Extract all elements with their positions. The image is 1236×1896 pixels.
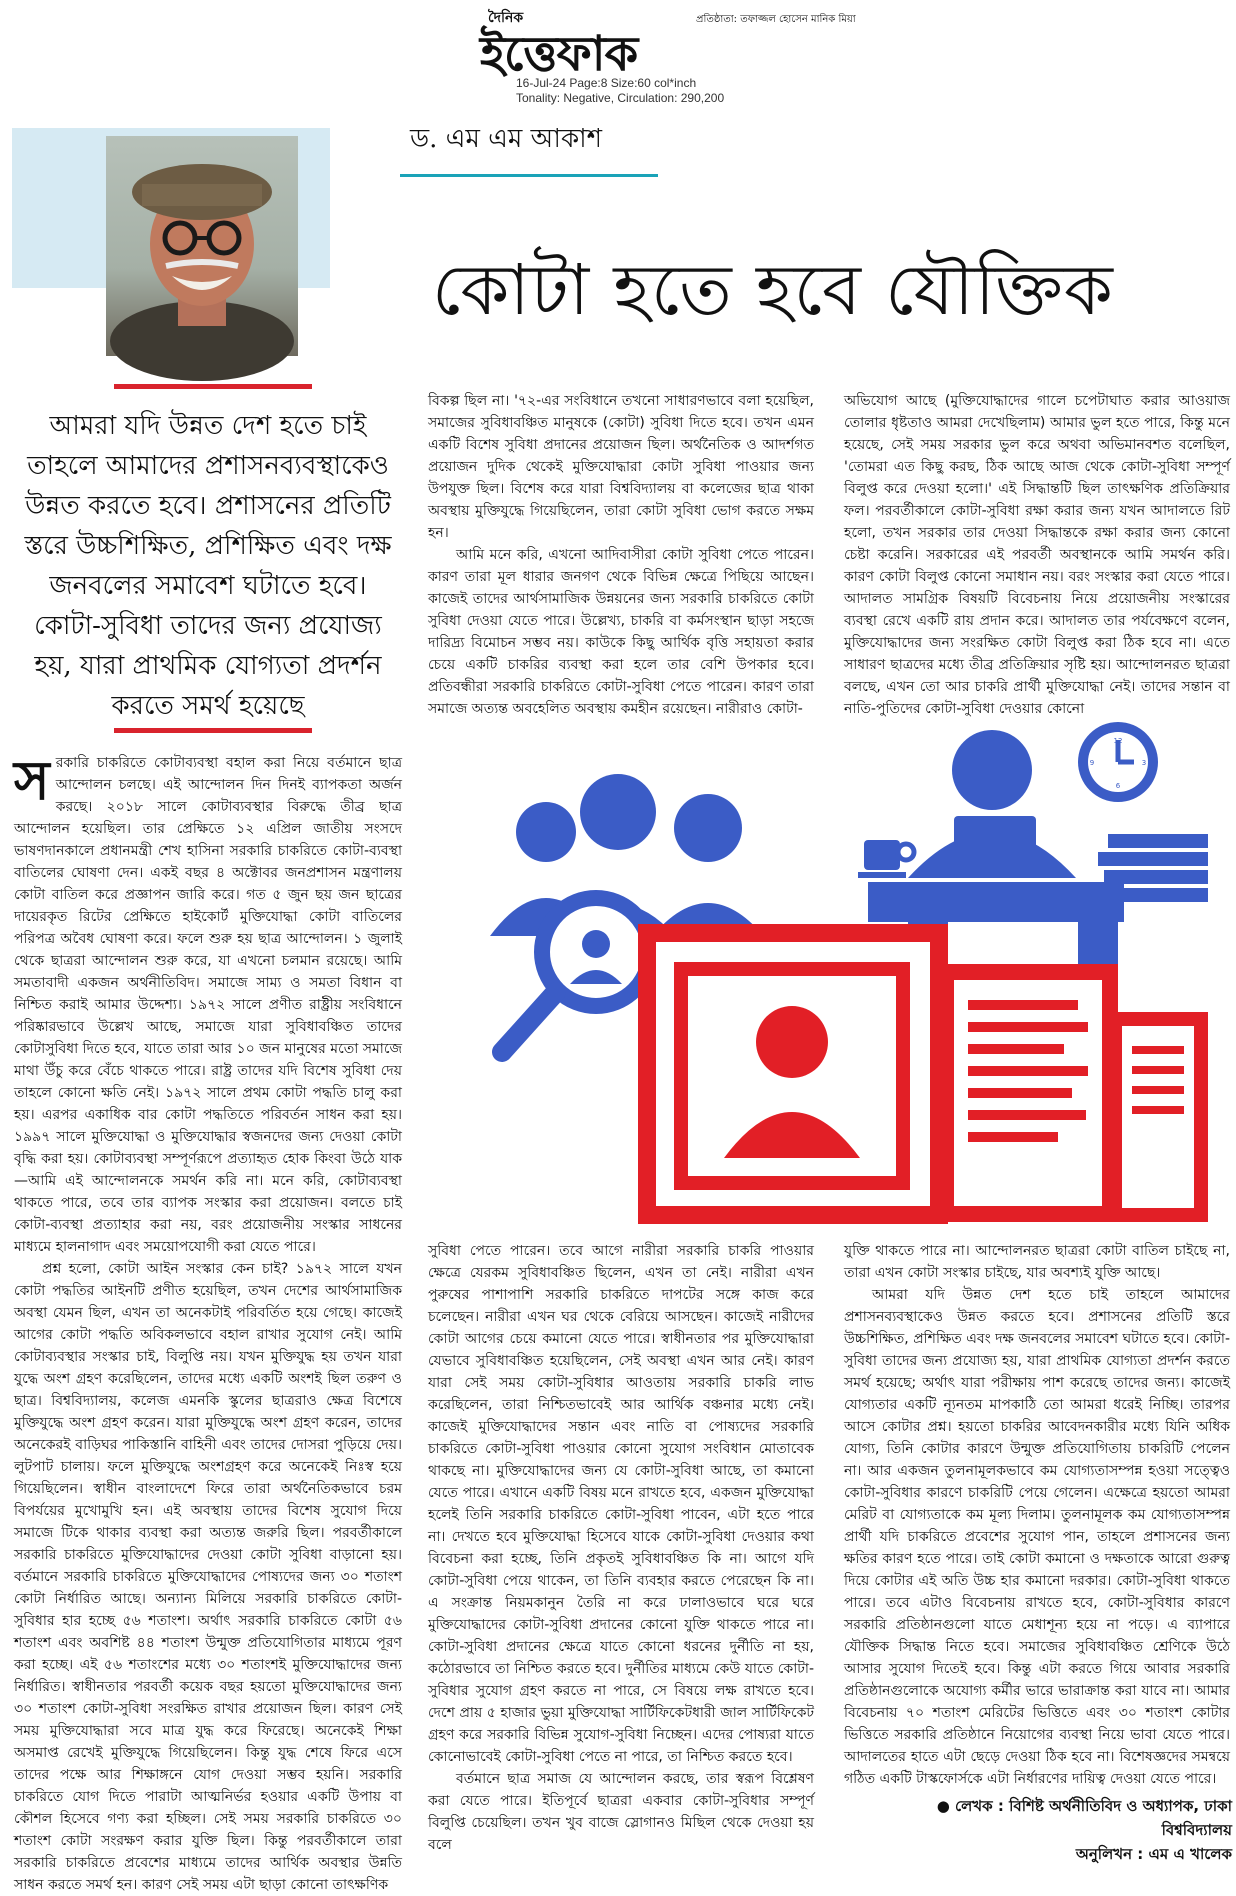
masthead — [470, 4, 856, 108]
middle-column-top-p2: আমি মনে করি, এখনো আদিবাসীরা কোটা সুবিধা পেতে পারেন। কারণ তারা মূল ধারার জনগণ থেকে বিভিন্ন ক্ষেত্রে পিছিয়ে আছেন। কাজেই তাদের আর্থসামাজিক উন্নয়নের জন্য সরকারি চাকরিতে কোটা সুবিধা দেওয়া যেতে পারে। উল্লেখ্য, চাকরি বা কর্মসংস্থান ছাড়া সহজে দারিদ্র্য বিমোচন সম্ভব নয়। কাউকে কিছু আর্থিক বৃত্তি সহায়তা করার চেয়ে একটি চাকরির ব্যবস্থা করা হলে তার বেশি উপকার হবে। প্রতিবন্ধীরা সরকারি চাকরিতে কোটা-সুবিধা পেতে পারেন। কারণ তারা সমাজে অত্যন্ত অবহেলিত অবস্থায় কমহীন রয়েছেন। নারীরাও কোটা- — [428, 547, 814, 717]
middle-column-top-p1: বিকল্প ছিল না। '৭২-এর সংবিধানে তখনো সাধারণভাবে বলা হয়েছিল, সমাজের সুবিধাবঞ্চিত মানুষকে (কোটা) সুবিধা দিতে হবে। তখন এমন একটি বিশেষ সুবিধা প্রদানের প্রয়োজন ছিল। অর্থনৈতিক ও আদর্শগত প্রয়োজন দুদিক থেকেই মুক্তিযোদ্ধারা কোটা সুবিধা পাওয়ার জন্য উপযুক্ত ছিল। বিশেষ করে যারা বিশ্ববিদ্যালয় বা কলেজের ছাত্র থাকা অবস্থায় মুক্তিযুদ্ধে গিয়েছিলেন, তারা কোটা সুবিধা ভোগ করতে সক্ষম হন। — [428, 393, 814, 541]
masthead-tagline: প্রতিষ্ঠাতা: তফাজ্জল হোসেন মানিক মিয়া — [696, 14, 856, 25]
portrait-illustration — [106, 136, 298, 356]
author-name: ড. এম এম আকাশ — [410, 124, 603, 154]
masthead-prefix: দৈনিক — [488, 10, 524, 26]
middle-column-bottom-p1: সুবিধা পেতে পারেন। তবে আগে নারীরা সরকারি চাকরি পাওয়ার ক্ষেত্রে যেরকম সুবিধাবঞ্চিত ছিলেন, এখন তা নেই। নারীরা এখন পুরুষের পাশাপাশি সরকারি চাকরিতে দাপটের সঙ্গে কাজ করে চলেছেন। নারীরা এখন ঘর থেকে বেরিয়ে আসছেন। কাজেই নারীদের কোটা আগের চেয়ে কমানো যেতে পারে। স্বাধীনতার পর মুক্তিযোদ্ধারা যেভাবে সুবিধাবঞ্চিত হয়েছিলেন, সেই অবস্থা এখন আর নেই। কারণ যারা সেই সময় কোটা-সুবিধার আওতায় সরকারি চাকরি লাভ করেছিলেন, তারা নিশ্চিতভাবেই আর আর্থিক বঞ্চনার মধ্যে নেই। কাজেই মুক্তিযোদ্ধাদের সন্তান এবং নাতি বা পোষ্যদের সরকারি চাকরিতে কোটা-সুবিধা পাওয়ার কোনো সুযোগ সংবিধান মোতাবেক থাকছে না। মুক্তিযোদ্ধাদের জন্য যে কোটা-সুবিধা আছে, তা কমানো যেতে পারে। এখানে একটি বিষয় মনে রাখতে হবে, একজন মুক্তিযোদ্ধা হলেই তিনি সরকারি চাকরিতে কোটা-সুবিধা পাবেন, এটা হতে পারে না। দেখতে হবে মুক্তিযোদ্ধা হিসেবে যাকে কোটা-সুবিধা দেওয়ার কথা বিবেচনা করা হচ্ছে, তিনি প্রকৃতই সুবিধাবঞ্চিত কি না। আগে যদি কোটা-সুবিধা পেয়ে থাকেন, তা তিনি ব্যবহার করতে পেরেছেন কি না। এ সংক্রান্ত নিয়মকানুন তৈরি না করে ঢালাওভাবে ঘরে ঘরে মুক্তিযোদ্ধাদের কোটা-সুবিধা প্রদানের কোনো যুক্তি থাকতে পারে না। কোটা-সুবিধা প্রদানের ক্ষেত্রে যাতে কোনো ধরনের দুর্নীতি না হয়, কঠোরভাবে তা নিশ্চিত করতে হবে। দুর্নীতির মাধ্যমে কেউ যাতে কোটা-সুবিধার সুযোগ গ্রহণ করতে না পারে, সে বিষয়ে লক্ষ রাখতে হবে। দেশে প্রায় ৫ হাজার ভুয়া মুক্তিযোদ্ধা সার্টিফিকেটধারী জাল সার্টিফিকেট গ্রহণ করে সরকারি বিভিন্ন সুযোগ-সুবিধা নিচ্ছেন। এদের পোষ্যরা যাতে কোনোভাবেই কোটা-সুবিধা পেতে না পারে, তা নিশ্চিত করতে হবে। — [428, 1243, 814, 1765]
clock-numeral-12: 12 — [1113, 737, 1123, 745]
clock-numeral-3: 3 — [1141, 759, 1147, 767]
pull-quote-bottom-rule — [114, 728, 312, 733]
left-column-p1 — [14, 748, 402, 1258]
coffee-cup-icon — [858, 840, 914, 878]
folder-stack-icon — [1094, 834, 1208, 902]
writer-credit: ● লেখক : বিশিষ্ট অর্থনীতিবিদ ও অধ্যাপক, ঢাকা বিশ্ববিদ্যালয় — [936, 1797, 1232, 1839]
clip-meta-line1: 16-Jul-24 Page:8 Size:60 col*inch — [516, 76, 697, 90]
masthead-logo: ইত্তেফাক — [480, 26, 638, 82]
left-column — [14, 748, 402, 1893]
clock-numeral-6: 6 — [1115, 782, 1121, 790]
office-illustration — [468, 722, 1236, 1234]
right-column-bottom — [844, 1240, 1230, 1790]
pull-quote-top-rule — [114, 384, 312, 389]
right-column-bottom-p1: যুক্তি থাকতে পারে না। আন্দোলনরত ছাত্ররা কোটা বাতিল চাইছে না, তারা এখন কোটা সংস্কার চাইছে, যার অবশ্যই যুক্তি আছে। — [844, 1243, 1230, 1281]
author-photo — [106, 136, 298, 356]
credits — [876, 1794, 1232, 1866]
left-column-p2: প্রশ্ন হলো, কোটা আইন সংস্কার কেন চাই? ১৯৭২ সালে যখন কোটা পদ্ধতির আইনটি প্রণীত হয়েছিল, তখন দেশের আর্থসামাজিক অবস্থা যেমন ছিল, এখন তা অনেকটাই পরিবর্তিত হয়ে গেছে। কাজেই আগের কোটা পদ্ধতি অবিকলভাবে বহাল রাখার সুযোগ নেই। আমি কোটাব্যবস্থার সংস্কার চাই, বিলুপ্তি নয়। যখন মুক্তিযুদ্ধ হয় তখন যারা যুদ্ধে অংশ গ্রহণ করেছিলেন, তাদের মধ্যে একটি অংশই ছিল তরুণ ও ছাত্র। বিশ্ববিদ্যালয়, কলেজ এমনকি স্কুলের ছাত্ররাও ক্ষেত্র বিশেষে মুক্তিযুদ্ধে অংশ গ্রহণ করেন। যারা মুক্তিযুদ্ধে অংশ গ্রহণ করেন, তাদের অনেকেরই বাড়িঘর পাকিস্তানি বাহিনী এবং তাদের দোসরা পুড়িয়ে দেয়। লুটপাট চালায়। ফলে মুক্তিযুদ্ধে অংশগ্রহণ করে অনেকেই নিঃস্ব হয়ে গিয়েছিলেন। স্বাধীন বাংলাদেশে ফিরে তারা অর্থনৈতিকভাবে চরম বিপর্যয়ের মুখোমুখি হন। এই অবস্থায় তাদের বিশেষ সুযোগ দিয়ে সমাজে টিকে থাকার ব্যবস্থা করা অত্যন্ত জরুরি ছিল। পরবর্তীকালে সরকারি চাকরিতে মুক্তিযোদ্ধাদের দেওয়া কোটা সুবিধা বাড়ানো হয়। বর্তমানে সরকারি চাকরিতে মুক্তিযোদ্ধাদের পোষ্যদের জন্য ৩০ শতাংশ কোটা নির্ধারিত আছে। অন্যান্য মিলিয়ে সরকারি চাকরিতে কোটা-সুবিধার হার হচ্ছে ৫৬ শতাংশ। অর্থাৎ সরকারি চাকরিতে কোটা ৫৬ শতাংশ এবং অবশিষ্ট ৪৪ শতাংশ উন্মুক্ত প্রতিযোগিতার মাধ্যমে পূরণ করা হচ্ছে। এই ৫৬ শতাংশের মধ্যে ৩০ শতাংশই মুক্তিযোদ্ধাদের জন্য নির্ধারিত। স্বাধীনতার পরবর্তী কয়েক বছর হয়তো মুক্তিযোদ্ধাদের জন্য ৩০ শতাংশ কোটা-সুবিধা সংরক্ষিত রাখার প্রয়োজন ছিল। কারণ সেই সময় মুক্তিযোদ্ধারা সবে মাত্র যুদ্ধ করে ফিরেছে। অনেকেই শিক্ষা অসমাপ্ত রেখেই মুক্তিযুদ্ধে গিয়েছিলেন। কিন্তু যুদ্ধ শেষে ফিরে এসে তাদের পক্ষে আর শিক্ষাঙ্গনে যোগ দেওয়া সম্ভব হয়নি। সরকারি চাকরিতে যোগ দিতে পারাটা আত্মনির্ভর হওয়ার একটি উপায় বা কৌশল হিসেবে গণ্য করা হচ্ছিল। সেই সময় সরকারি চাকরিতে ৩০ শতাংশ কোটা সংরক্ষণ করার যুক্তি ছিল। কিন্তু পরবর্তীকালে তারা সরকারি চাকরিতে প্রবেশের মাধ্যমে তাদের আর্থিক অবস্থার উন্নতি সাধন করতে সমর্থ হন। কারণ সেই সময় এটা ছাড়া কোনো তাৎক্ষণিক — [14, 1261, 402, 1893]
documents-icon — [638, 924, 1208, 1224]
right-column-top — [844, 390, 1230, 717]
left-column-p1-text: রকারি চাকরিতে কোটাব্যবস্থা বহাল করা নিয়ে বর্তমানে ছাত্র আন্দোলন চলছে। এই আন্দোলন দিন দিনই ব্যাপকতা অর্জন করছে। ২০১৮ সালে কোটাব্যবস্থার বিরুদ্ধে তীব্র ছাত্র আন্দোলন হয়েছিল। তার প্রেক্ষিতে ১২ এপ্রিল জাতীয় সংসদে ভাষণদানকালে প্রধানমন্ত্রী শেখ হাসিনা সরকারি চাকরিতে কোটা-ব্যবস্থা বাতিলের ঘোষণা দেন। একই বছর ৪ অক্টোবর জনপ্রশাসন মন্ত্রণালয় কোটা বাতিল করে প্রজ্ঞাপন জারি করে। গত ৫ জুন ছয় জন ছাত্রের দায়েরকৃত রিটের প্রেক্ষিতে হাইকোর্ট মুক্তিযোদ্ধা কোটা বাতিলের পরিপত্র অবৈধ ঘোষণা করে। ফলে শুরু হয় ছাত্র আন্দোলন। ১ জুলাই থেকে ছাত্ররা আন্দোলন শুরু করে, যা এখনো চলমান রয়েছে। আমি সমতাবাদী একজন অর্থনীতিবিদ। সমাজে সাম্য ও সমতা বিধান বা নিশ্চিত করাই আমার উদ্দেশ্য। ১৯৭২ সালে প্রণীত রাষ্ট্রীয় সংবিধানে পরিষ্কারভাবে উল্লেখ আছে, সমাজে যারা সুবিধাবঞ্চিত তাদের কোটাসুবিধা দিতে হবে, যাতে তারা আর ১০ জন মানুষের মতো সমাজে মাথা উঁচু করে বেঁচে থাকতে পারে। রাষ্ট্র তাদের যদি বিশেষ সুবিধা দেয় তাহলে কোনো ক্ষতি নেই। ১৯৭২ সালে প্রথম কোটা পদ্ধতি চালু করা হয়। এরপর একাধিক বার কোটা পদ্ধতিতে পরিবর্তন সাধন করা হয়। ১৯৯৭ সালে মুক্তিযোদ্ধা ও মুক্তিযোদ্ধার স্বজনদের জন্য দেওয়া কোটা বৃদ্ধি করা হয়। কোটাব্যবস্থা সম্পূর্ণরূপে প্রত্যাহৃত হোক কিংবা উঠে যাক—আমি এই আন্দোলনকে সমর্থন করি না। মনে করি, কোটাব্যবস্থা থাকতে পারে, তবে তার ব্যাপক সংস্কার করা প্রয়োজন। বলতে চাই কোটা-ব্যবস্থা প্রত্যাহার করা নয়, বরং প্রয়োজনীয় সংস্কার সাধনের মাধ্যমে হালনাগাদ এবং সময়োপযোগী করা যেতে পারে। — [14, 755, 402, 1255]
clock-numeral-9: 9 — [1089, 759, 1095, 767]
clip-meta — [516, 76, 724, 106]
right-column-bottom-p2: আমরা যদি উন্নত দেশ হতে চাই তাহলে আমাদের প্রশাসনব্যবস্থাকেও উন্নত করতে হবে। প্রশাসনের প্রতিটি স্তরে উচ্চশিক্ষিত, প্রশিক্ষিত এবং দক্ষ জনবলের সমাবেশ ঘটাতে হবে। কোটা-সুবিধা তাদের জন্য প্রযোজ্য হয়, যারা প্রাথমিক যোগ্যতা প্রদর্শন করতে সমর্থ হয়েছে; অর্থাৎ যারা পরীক্ষায় পাশ করেছে তাদের জন্য। কাজেই যোগ্যতার একটি ন্যূনতম মাপকাঠি তো আমরা ধরেই নিচ্ছি। তারপর আসে কোটার প্রশ্ন। হয়তো চাকরির আবেদনকারীর মধ্যে যিনি অধিক যোগ্য, তিনি কোটার কারণে উন্মুক্ত প্রতিযোগিতায় চাকরিটি পেলেন না। আর একজন তুলনামূলকভাবে কম যোগ্যতাসম্পন্ন হওয়া সত্ত্বেও কোটা-সুবিধার কারণে চাকরিটি পেয়ে গেলেন। এক্ষেত্রে হয়তো আমরা মেরিট বা যোগ্যতাকে কম মূল্য দিলাম। তুলনামূলক কম যোগ্যতাসম্পন্ন প্রার্থী যদি চাকরিতে প্রবেশের সুযোগ পান, তাহলে প্রশাসনের জন্য ক্ষতির কারণ হতে পারে। তাই কোটা কমানো ও দক্ষতাকে আরো গুরুত্ব দিয়ে কোটার এই অতি উচ্চ হার কমানো দরকার। কোটা-সুবিধা থাকতে পারে। তবে এটাও বিবেচনায় রাখতে হবে, কোটা-সুবিধার কারণে সরকারি প্রতিষ্ঠানগুলো যাতে মেধাশূন্য হয়ে না পড়ে। এ ব্যাপারে যৌক্তিক সিদ্ধান্ত নিতে হবে। সমাজের সুবিধাবঞ্চিত শ্রেণিকে উঠে আসার সুযোগ দিতেই হবে। কিন্তু এটা করতে গিয়ে আবার সরকারি প্রতিষ্ঠানগুলোকে অযোগ্য কর্মীর ভারে ভারাক্রান্ত করা যাবে না। আমার বিবেচনায় ৭০ শতাংশ মেরিটের ভিত্তিতে এবং ৩০ শতাংশ কোটার ভিত্তিতে সরকারি প্রতিষ্ঠানে নিয়োগের ব্যবস্থা নিয়ে ভাবা যেতে পারে। আদালতের হাতে এটা ছেড়ে দেওয়া ঠিক হবে না। বিশেষজ্ঞদের সমন্বয়ে গঠিত একটি টাস্কফোর্সকে এটা নির্ধারণের দায়িত্ব দেওয়া যেতে পারে। — [844, 1287, 1230, 1787]
middle-column-top — [428, 390, 814, 717]
transcriber-credit: অনুলিখন : এম এ খালেক — [1075, 1845, 1232, 1863]
middle-column-bottom-p2: বর্তমানে ছাত্র সমাজ যে আন্দোলন করছে, তার স্বরূপ বিশ্লেষণ করা যেতে পারে। ইতিপূর্বে ছাত্ররা একবার কোটা-সুবিধার সম্পূর্ণ বিলুপ্তি চেয়েছিল। তখন খুব বাজে স্লোগানও মিছিল থেকে দেওয়া হয় বলে — [428, 1771, 814, 1853]
clip-meta-line2: Tonality: Negative, Circulation: 290,200 — [516, 91, 725, 105]
headline: কোটা হতে হবে যৌক্তিক — [432, 249, 1114, 331]
title-rule — [400, 174, 658, 177]
drop-cap: স — [14, 748, 50, 812]
middle-column-bottom — [428, 1240, 814, 1853]
pull-quote: আমরা যদি উন্নত দেশ হতে চাই তাহলে আমাদের প্রশাসনব্যবস্থাকেও উন্নত করতে হবে। প্রশাসনের প্রতিটি স্তরে উচ্চশিক্ষিত, প্রশিক্ষিত এবং দক্ষ জনবলের সমাবেশ ঘটাতে হবে। কোটা-সুবিধা তাদের জন্য প্রযোজ্য হয়, যারা প্রাথমিক যোগ্যতা প্রদর্শন করতে সমর্থ হয়েছে — [24, 411, 392, 721]
right-column-top-p1: অভিযোগ আছে (মুক্তিযোদ্ধাদের গালে চপেটাঘাত করার আওয়াজ তোলার ধৃষ্টতাও আমরা দেখেছিলাম) আমার ভুল হতে পারে, কিন্তু মনে হয়েছে, সেই সময় সরকার ভুল করে অথবা অভিমানবশত বলেছিল, 'তোমরা এত কিছু করছ, ঠিক আছে আজ থেকে কোটা-সুবিধা সম্পূর্ণ বিলুপ্ত করে দেওয়া হলো।' এই সিদ্ধান্তটি ছিল তাৎক্ষণিক প্রতিক্রিয়ার ফল। পরবর্তীকালে কোটা-সুবিধা রক্ষা করার জন্য যখন আদালতে রিট হলো, তখন সরকার তার দেওয়া সিদ্ধান্তকে রক্ষা করার জন্য কোনো চেষ্টা করেনি। সরকারের এই পরবর্তী অবস্থানকে আমি সমর্থন করি। কারণ কোটা বিলুপ্ত কোনো সমাধান নয়। বরং সংস্কার করা যেতে পারে। আদালত সামগ্রিক বিষয়টি বিবেচনায় নিয়ে প্রয়োজনীয় সংস্কারের ব্যবস্থা রেখে একটি রায় প্রদান করে। আদালত তার পর্যবেক্ষণে বলেন, মুক্তিযোদ্ধাদের জন্য সংরক্ষিত কোটা বিলুপ্ত করা ঠিক হবে না। এতে সাধারণ ছাত্রদের মধ্যে তীব্র প্রতিক্রিয়ার সৃষ্টি হয়। আন্দোলনরত ছাত্ররা বলছে, এখন তো আর চাকরি প্রার্থী মুক্তিযোদ্ধা নেই। তাদের সন্তান বা নাতি-পুতিদের কোটা-সুবিধা দেওয়ার কোনো — [844, 393, 1230, 717]
clock-icon — [1078, 722, 1158, 802]
